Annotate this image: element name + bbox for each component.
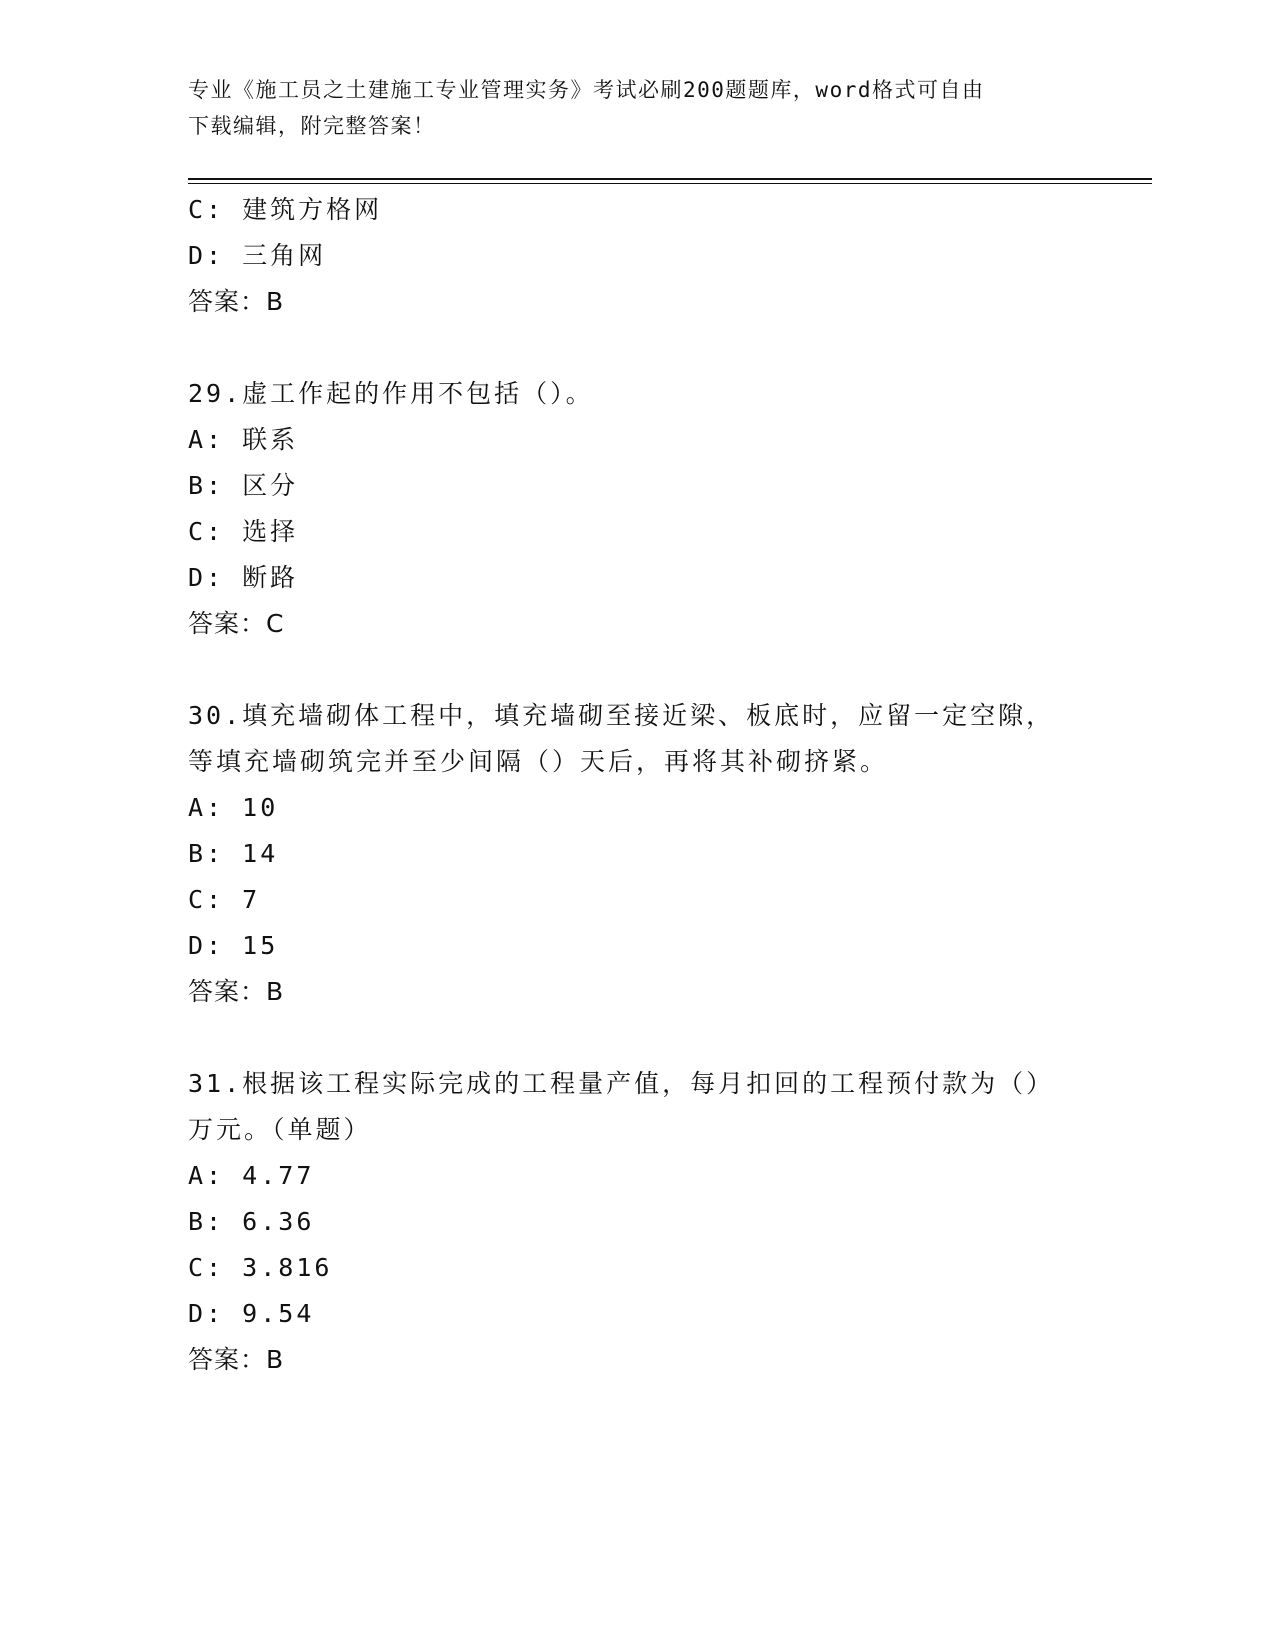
option-text: 15 [242,931,279,960]
option-label: B: [188,839,225,868]
option-text: 6.36 [242,1207,315,1236]
option-text: 区分 [242,471,299,500]
question-29 [188,371,1068,647]
option-b [188,831,1068,877]
option-b [188,463,1068,509]
option-text: 10 [242,793,279,822]
option-c [188,509,1068,555]
option-label: B: [188,471,225,500]
option-d [188,1291,1068,1337]
option-a [188,417,1068,463]
question-stem: 29.虚工作起的作用不包括（）。 [188,379,594,408]
option-a [188,1153,1068,1199]
option-a [188,785,1068,831]
option-text: 选择 [242,517,299,546]
option-text: 联系 [242,425,299,454]
spacer [188,647,1068,693]
answer-line: 答案：B [188,977,285,1006]
answer-line: 答案：B [188,1345,285,1374]
question-stem-line-1: 31.根据该工程实际完成的工程量产值，每月扣回的工程预付款为（） [188,1069,1055,1098]
answer-line: 答案：C [188,609,285,638]
question-stem-line-2: 万元。（单题） [188,1115,372,1144]
option-d [188,923,1068,969]
question-28-continued [188,187,1068,325]
option-label: C: [188,195,225,224]
option-label: A: [188,793,225,822]
option-text: 建筑方格网 [242,195,383,224]
option-label: C: [188,517,225,546]
option-label: A: [188,425,225,454]
option-text: 4.77 [242,1161,315,1190]
option-label: C: [188,885,225,914]
question-31 [188,1061,1068,1383]
option-c [188,187,1068,233]
option-c [188,1245,1068,1291]
option-text: 三角网 [242,241,327,270]
header-line-2: 下载编辑，附完整答案！ [188,114,436,138]
option-label: B: [188,1207,225,1236]
header-rule-thin [188,183,1152,184]
header-rule-thick [188,178,1152,180]
spacer [188,1015,1068,1061]
question-list [188,187,1068,1383]
document-header [188,72,1068,144]
option-b [188,1199,1068,1245]
option-d [188,233,1068,279]
option-label: D: [188,1299,225,1328]
option-c [188,877,1068,923]
question-stem-line-2: 等填充墙砌筑完并至少间隔（）天后，再将其补砌挤紧。 [188,747,889,776]
question-30 [188,693,1068,1015]
option-text: 14 [242,839,279,868]
option-text: 断路 [242,563,299,592]
spacer [188,325,1068,371]
answer-line: 答案：B [188,287,285,316]
option-text: 7 [242,885,261,914]
question-stem-line-1: 30.填充墙砌体工程中，填充墙砌至接近梁、板底时，应留一定空隙， [188,701,1055,730]
option-label: D: [188,241,225,270]
option-label: D: [188,931,225,960]
option-d [188,555,1068,601]
option-label: A: [188,1161,225,1190]
option-label: D: [188,563,225,592]
header-line-1: 专业《施工员之土建施工专业管理实务》考试必刷200题题库，word格式可自由 [188,78,985,102]
option-label: C: [188,1253,225,1282]
option-text: 9.54 [242,1299,315,1328]
option-text: 3.816 [242,1253,333,1282]
